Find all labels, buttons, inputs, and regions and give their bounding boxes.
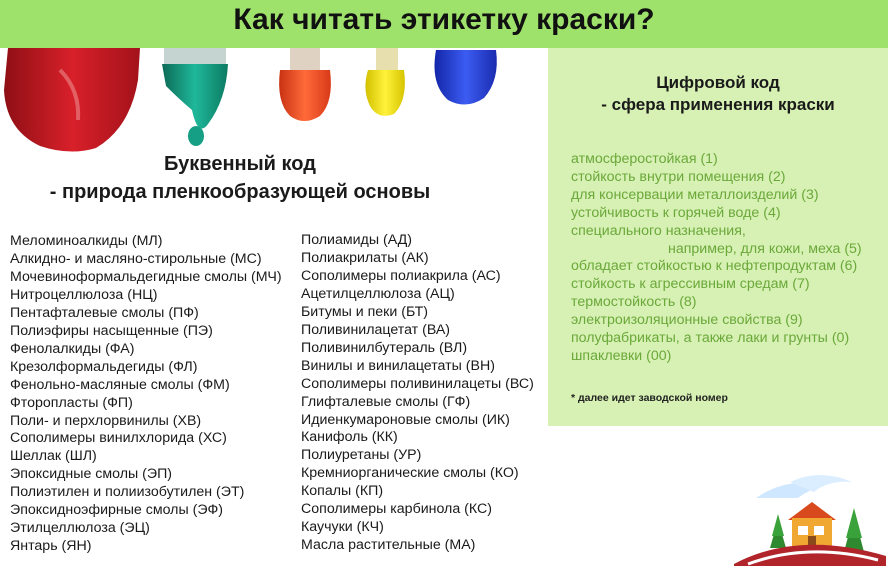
list-item: шпаклевки (00): [571, 347, 672, 364]
list-item: Мочевиноформальдегидные смолы (МЧ): [10, 268, 282, 285]
list-item: Битумы и пеки (БТ): [301, 303, 429, 320]
digital-code-list: [571, 151, 862, 366]
footnote: * далее идет заводской номер: [571, 392, 728, 404]
list-item: Фенольно-масляные смолы (ФМ): [10, 376, 230, 393]
letter-code-list-column2: [301, 232, 534, 555]
list-item: Поливинилбутераль (ВЛ): [301, 339, 468, 356]
letter-code-heading: [0, 150, 480, 206]
list-item: Эпоксидные смолы (ЭП): [10, 466, 172, 483]
digital-code-panel: [548, 48, 888, 426]
list-item: Крезолформальдегиды (ФЛ): [10, 358, 198, 375]
list-item: Полиуретаны (УР): [301, 447, 422, 464]
list-item: Алкидно- и масляно-стирольные (МС): [10, 250, 262, 267]
list-item: Канифоль (КК): [301, 429, 398, 446]
list-item: Сополимеры полиакрила (АС): [301, 267, 501, 284]
yellow-brush: [365, 48, 404, 116]
list-item: обладает стойкостью к нефтепродуктам (6): [571, 258, 858, 275]
teal-brush: [162, 48, 228, 146]
page-title: Как читать этикетку краски?: [233, 3, 655, 36]
list-item: Нитроцеллюлоза (НЦ): [10, 286, 158, 303]
list-item: стойкость внутри помещения (2): [571, 168, 786, 185]
list-item: Фторопласты (ФП): [10, 394, 133, 411]
list-item: Эпоксидноэфирные смолы (ЭФ): [10, 502, 224, 519]
list-item: Фенолалкиды (ФА): [10, 340, 135, 357]
list-item: Меломиноалкиды (МЛ): [10, 233, 163, 249]
list-item: электроизоляционные свойства (9): [571, 312, 803, 329]
list-item: например, для кожи, меха (5): [668, 240, 862, 257]
paint-brushes-illustration: [0, 40, 540, 160]
list-item: специального назначения,: [571, 222, 746, 239]
letter-code-title: Буквенный код: [164, 153, 316, 175]
list-item: полуфабрикаты, а также лаки и грунты (0): [571, 330, 850, 347]
list-item: Полиакрилаты (АК): [301, 249, 429, 266]
digital-code-subtitle: - сфера применения краски: [601, 95, 835, 114]
digital-code-title: Цифровой код: [656, 73, 780, 92]
list-item: Пентафталевые смолы (ПФ): [10, 304, 199, 321]
list-item: Глифталевые смолы (ГФ): [301, 393, 471, 410]
house-logo: [728, 468, 888, 566]
list-item: Поливинилацетат (ВА): [301, 321, 451, 338]
letter-code-subtitle: - природа пленкообразующей основы: [49, 181, 431, 203]
list-item: Масла растительные (МА): [301, 537, 476, 554]
list-item: стойкость к агрессивным средам (7): [571, 276, 810, 293]
red-brush: [4, 48, 140, 152]
list-item: Сополимеры винилхлорида (ХС): [10, 430, 227, 447]
list-item: устойчивость к горячей воде (4): [571, 204, 781, 221]
list-item: Полиэтилен и полиизобутилен (ЭТ): [10, 484, 245, 501]
list-item: Кремниорганические смолы (КО): [301, 465, 519, 482]
list-item: Копалы (КП): [301, 483, 384, 500]
list-item: Идиенкумароновые смолы (ИК): [301, 411, 510, 428]
list-item: Поли- и перхлорвинилы (ХВ): [10, 412, 202, 429]
list-item: для консервации металлоизделий (3): [571, 186, 819, 203]
list-item: Ацетилцеллюлоза (АЦ): [301, 285, 455, 302]
list-item: Полиэфиры насыщенные (ПЭ): [10, 322, 213, 339]
list-item: термостойкость (8): [571, 294, 697, 311]
list-item: атмосферостойкая (1): [571, 151, 718, 167]
list-item: Винилы и винилацетаты (ВН): [301, 357, 495, 374]
orange-brush: [279, 48, 331, 121]
list-item: Полиамиды (АД): [301, 232, 412, 248]
list-item: Сополимеры карбинола (КС): [301, 501, 492, 518]
list-item: Этилцеллюлоза (ЭЦ): [10, 520, 150, 537]
list-item: Каучуки (КЧ): [301, 519, 384, 536]
list-item: Шеллак (ШЛ): [10, 448, 97, 465]
blue-brush: [435, 50, 497, 105]
letter-code-list-column1: [10, 233, 282, 556]
digital-code-heading: [548, 72, 888, 116]
list-item: Янтарь (ЯН): [10, 538, 92, 555]
list-item: Сополимеры поливинилацеты (ВС): [301, 375, 534, 392]
